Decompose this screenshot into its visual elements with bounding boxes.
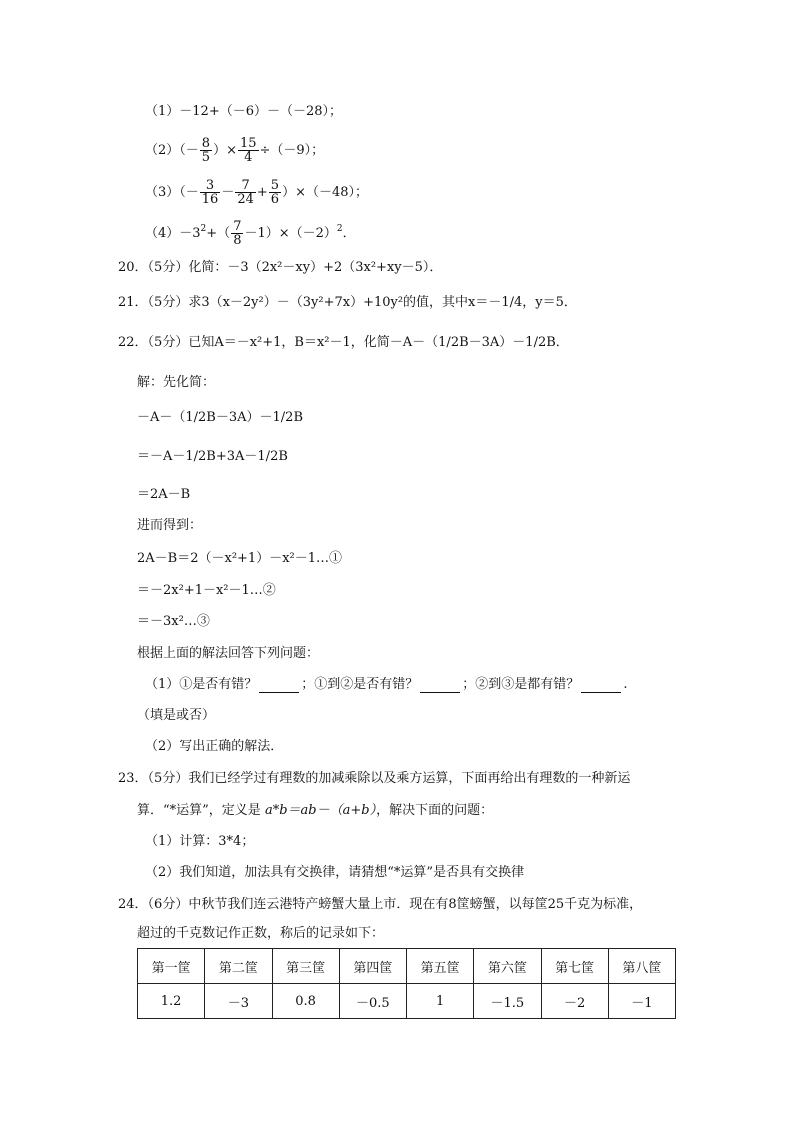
q24-line2: 超过的千克数记作正数，称后的记录如下： [137, 926, 385, 941]
table-cell: －3 [205, 984, 272, 1019]
q21: 21．（5分）求3（x－2y²）－（3y²+7x）+10y²的值，其中x＝－1/4，y＝5． [118, 295, 577, 310]
text: ）× [213, 143, 237, 158]
table-row [138, 984, 676, 1019]
q22-line1: 2A－B＝2（－x²+1）－x²－1…① [137, 551, 343, 566]
text: . [623, 677, 628, 692]
q24-line1: 24．（6分）中秋节我们连云港特产螃蟹大量上市．现在有8筐螃蟹，以每筐25千克为标准， [118, 897, 643, 912]
q19-part2 [145, 137, 324, 164]
q19-part3 [145, 179, 368, 206]
table-cell: 1.2 [138, 984, 205, 1019]
table-header-cell: 第七筐 [541, 949, 608, 984]
q22-solution-intro: 解：先化简： [137, 375, 216, 390]
text: ；①到②是否有错？ [301, 677, 419, 692]
table-header-cell: 第四筐 [339, 949, 406, 984]
table-header-cell: 第一筐 [138, 949, 205, 984]
q22-line3: ＝－3x²…③ [137, 614, 210, 629]
text: （1）①是否有错？ [145, 677, 258, 692]
text: －1）×（－2） [244, 226, 337, 241]
table-cell: －2 [541, 984, 608, 1019]
table-cell: －0.5 [339, 984, 406, 1019]
weight-record-table [137, 948, 676, 1019]
table-header-cell: 第五筐 [407, 949, 474, 984]
q23-line1: 23．（5分）我们已经学过有理数的加减乘除以及乘方运算，下面再给出有理数的一种新运 [118, 771, 631, 786]
text: ）×（－48）； [282, 185, 369, 200]
text: + [256, 185, 268, 200]
q22-step3: ＝2A－B [137, 487, 191, 502]
text: （4）－3 [145, 226, 201, 241]
table-header-cell: 第六筐 [474, 949, 541, 984]
table-header-cell: 第八筐 [608, 949, 675, 984]
table-cell: －1.5 [474, 984, 541, 1019]
q22-sub2: （2）写出正确的解法． [145, 739, 284, 754]
text: （2）（－ [145, 143, 199, 158]
table-header-row [138, 949, 676, 984]
table-cell: －1 [608, 984, 675, 1019]
fraction: $\frac{7}{8}$ [233, 219, 242, 248]
exponent: 2 [200, 224, 207, 234]
q23-line2 [137, 803, 493, 819]
table-header-cell: 第二筐 [205, 949, 272, 984]
table-cell: 1 [407, 984, 474, 1019]
table-header-cell: 第三筐 [272, 949, 339, 984]
q22-stem: 22．（5分）已知A＝－x²+1，B＝x²－1，化简－A－（1/2B－3A）－1/2B． [118, 335, 569, 350]
definition-expression: a*b＝ab－（a+b） [264, 803, 377, 818]
answer-blank-1[interactable] [259, 678, 299, 693]
fraction: $\frac{8}{5}$ [201, 136, 211, 165]
fraction: $\frac{3}{16}$ [201, 178, 219, 207]
text: － [221, 185, 235, 200]
fraction: $\frac{15}{4}$ [239, 136, 257, 165]
q22-sub1 [145, 677, 627, 693]
table-cell: 0.8 [272, 984, 339, 1019]
q22-step2: ＝－A－1/2B+3A－1/2B [137, 449, 288, 464]
q20: 20．（5分）化简：－3（2x²－xy）+2（3x²+xy－5）． [118, 260, 443, 275]
q22-sub1-note: （填是或否） [137, 708, 216, 723]
answer-blank-3[interactable] [581, 678, 621, 693]
text: +（ [206, 226, 231, 241]
text: ． [342, 226, 356, 241]
q22-line2: ＝－2x²+1－x²－1…② [137, 583, 276, 598]
q22-step1: －A－（1/2B－3A）－1/2B [137, 410, 303, 425]
text: （3）（－ [145, 185, 199, 200]
fraction: $\frac{5}{6}$ [270, 178, 280, 207]
fraction: $\frac{7}{24}$ [237, 178, 254, 207]
q23-sub2: （2）我们知道，加法具有交换律，请猜想“*运算”是否具有交换律 [145, 865, 525, 880]
q19-part1: （1）－12+（－6）－（－28）； [145, 104, 343, 119]
q19-part4 [145, 220, 356, 247]
text: ÷（－9）； [259, 143, 325, 158]
q22-then: 进而得到： [137, 518, 203, 533]
q22-ask: 根据上面的解法回答下列问题： [137, 646, 320, 661]
text: ；②到③是都有错？ [462, 677, 580, 692]
answer-blank-2[interactable] [420, 678, 460, 693]
exponent: 2 [336, 224, 343, 234]
text: ，解决下面的问题： [376, 803, 494, 818]
text: 算．“*运算”，定义是 [137, 803, 265, 818]
q23-sub1: （1）计算：3*4； [145, 834, 255, 849]
